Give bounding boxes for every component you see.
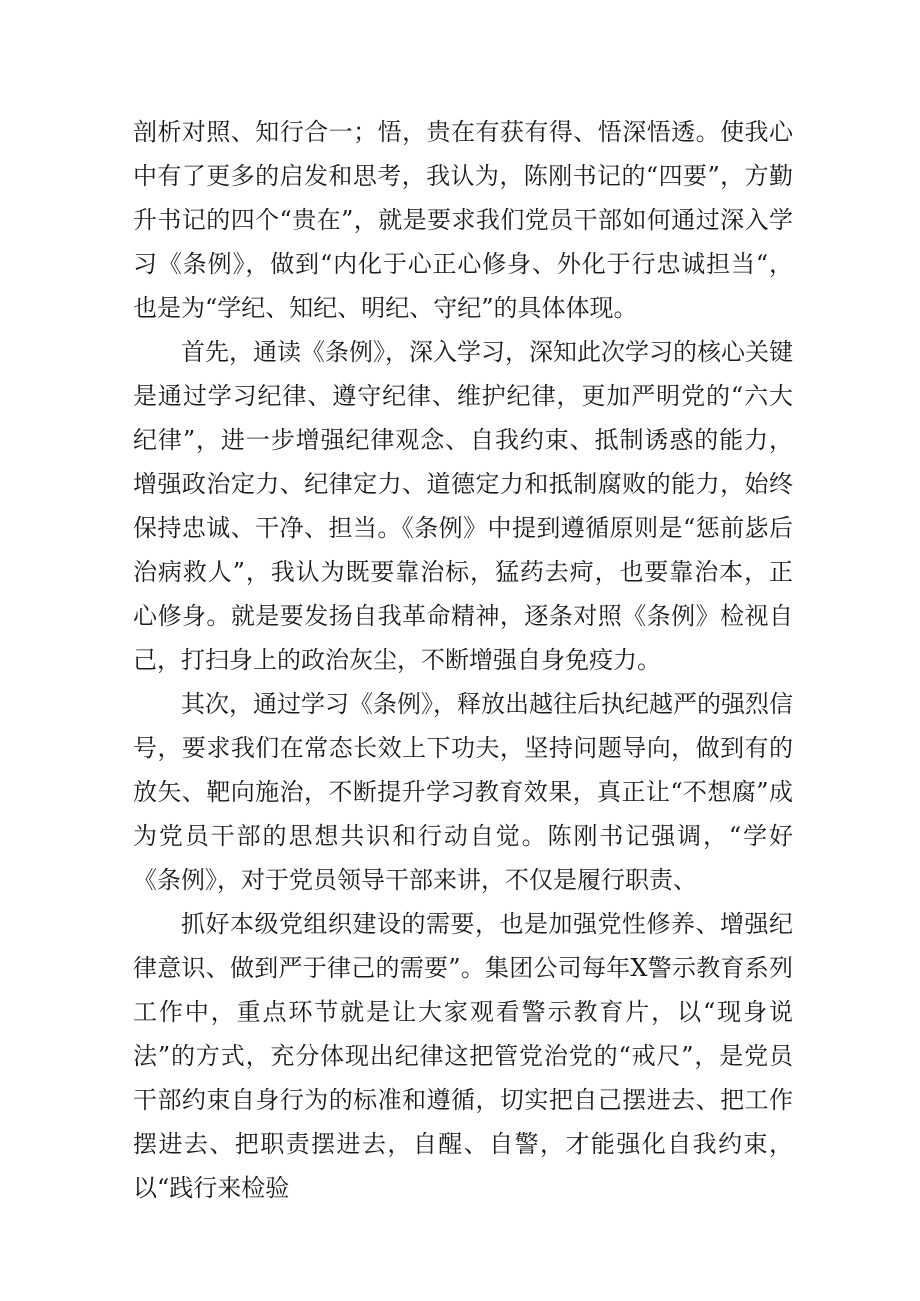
paragraph-4: 抓好本级党组织建设的需要，也是加强党性修养、增强纪律意识、做到严于律己的需要”。集团公司每年X警示教育系列工作中，重点环节就是让大家观看警示教育片，以“现身说法”的方式，充分体现出纪律这把管党治党的“戒尺”，是党员干部约束自身行为的标准和遵循，切实把自己摆进去、把工作摆进去、把职责摆进去，自醒、自警，才能强化自我约束，以“践行来检验 — [133, 910, 793, 1202]
paragraph-3: 其次，通过学习《条例》，释放出越往后执纪越严的强烈信号，要求我们在常态长效上下功夫，坚持问题导向，做到有的放矢、靶向施治，不断提升学习教育效果，真正让“不想腐”成为党员干部的思想共识和行动自觉。陈刚书记强调，“学好《条例》，对于党员领导干部来讲，不仅是履行职责、 — [133, 690, 793, 894]
document-body — [133, 110, 793, 1210]
paragraph-1: 剖析对照、知行合一；悟，贵在有获有得、悟深悟透。使我心中有了更多的启发和思考，我认为，陈刚书记的“四要”，方勤升书记的四个“贵在”，就是要求我们党员干部如何通过深入学习《条例》，做到“内化于心正心修身、外化于行忠诚担当“，也是为“学纪、知纪、明纪、守纪”的具体体现。 — [133, 118, 793, 322]
paragraph-2: 首先，通读《条例》，深入学习，深知此次学习的核心关键是通过学习纪律、遵守纪律、维护纪律，更加严明党的“六大纪律”，进一步增强纪律观念、自我约束、抵制诱惑的能力，增强政治定力、纪律定力、道德定力和抵制腐败的能力，始终保持忠诚、干净、担当。《条例》中提到遵循原则是“惩前毖后治病救人”，我认为既要靠治标，猛药去疴，也要靠治本，正心修身。就是要发扬自我革命精神，逐条对照《条例》检视自己，打扫身上的政治灰尘，不断增强自身免疫力。 — [133, 338, 793, 674]
